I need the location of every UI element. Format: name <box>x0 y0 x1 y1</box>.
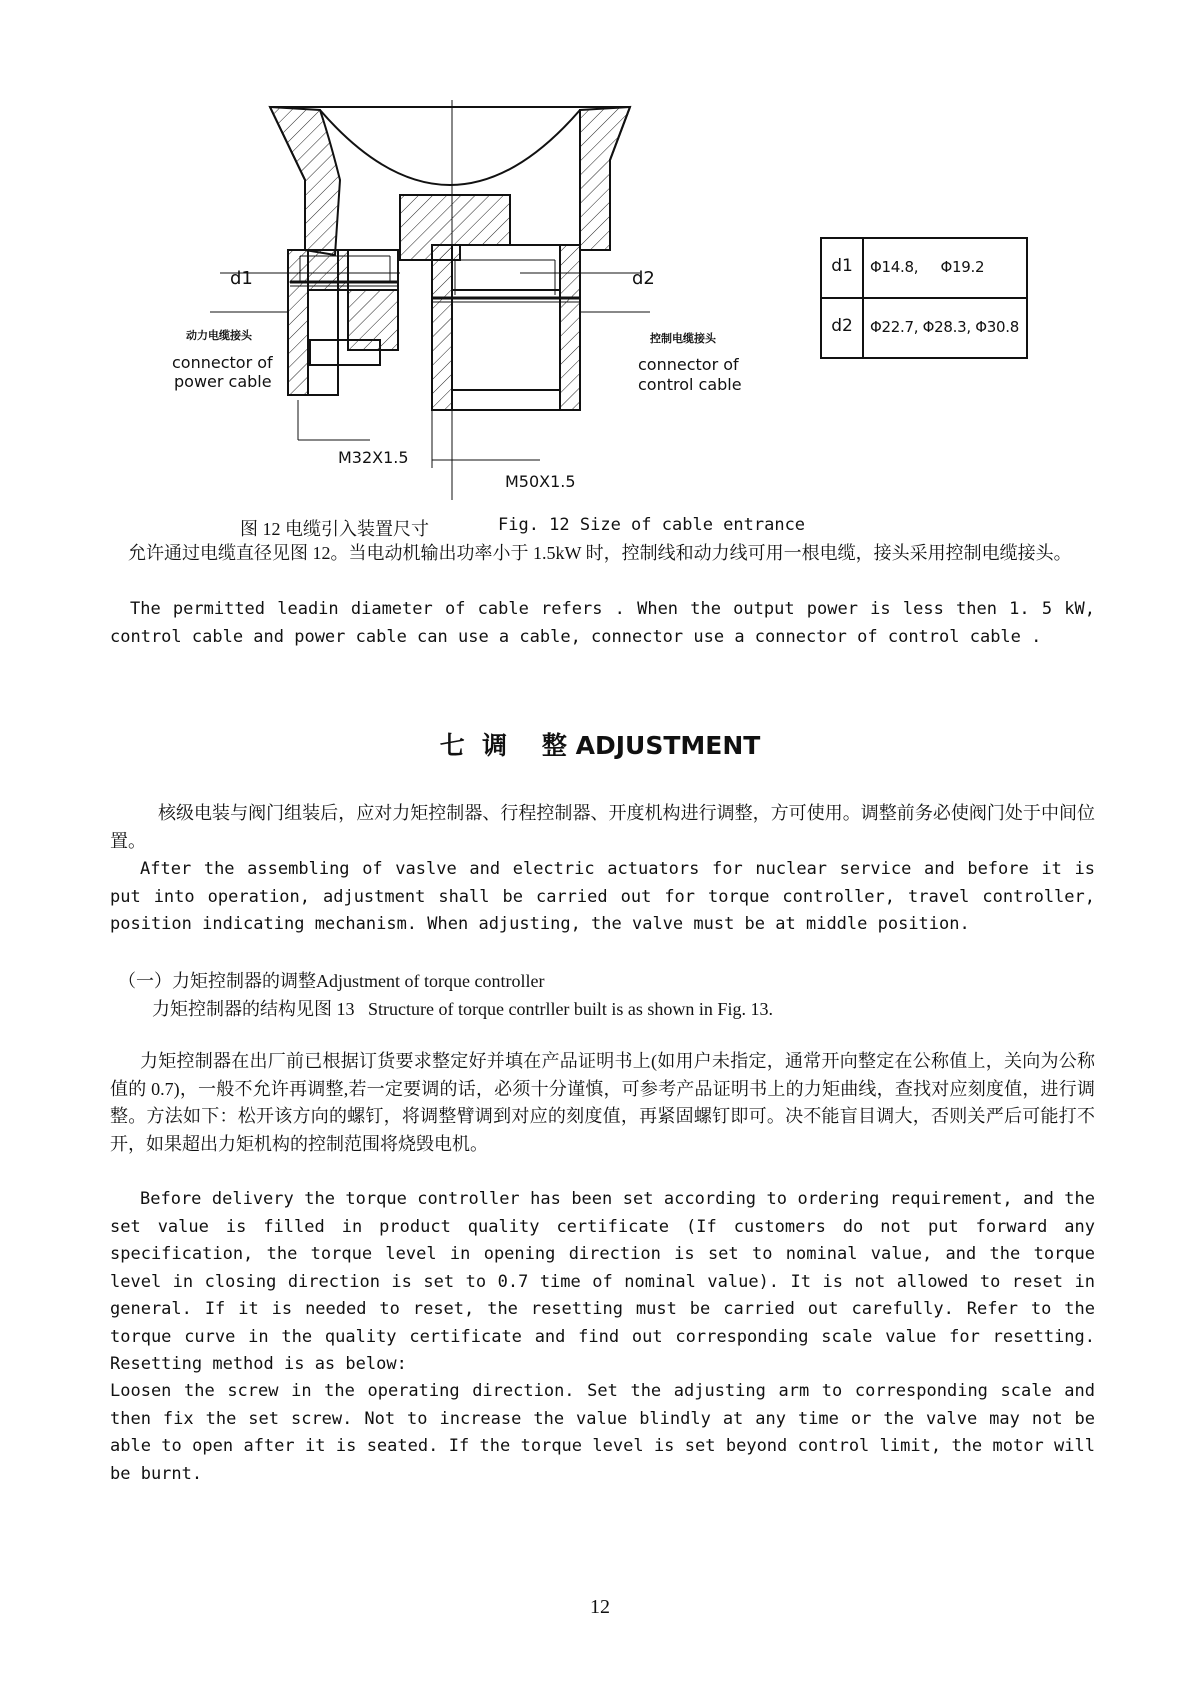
cable-diameter-table <box>820 237 1028 359</box>
table-row <box>822 299 1026 359</box>
paragraph-resetting-method-en: Loosen the screw in the operating direction. Set the adjusting arm to corresponding scale and then fix the set screw. Not to increase the value blindly at any time or the valve may not be able to open after it is seated. If the torque level is set beyond control limit, the motor will be burnt. <box>110 1381 1095 1484</box>
paragraph-cable-diameter-cn: 允许通过电缆直径见图 12。当电动机输出功率小于 1.5kW 时，控制线和动力线可用一根电缆，接头采用控制电缆接头。 <box>128 543 1072 563</box>
subsection-heading: （一）力矩控制器的调整Adjustment of torque controller <box>118 971 545 991</box>
figure-caption-cn: 图 12 电缆引入装置尺寸 <box>240 519 429 539</box>
label-power-cable-en-2: power cable <box>174 372 272 391</box>
table-key-d1: d1 <box>831 256 853 276</box>
label-m50: M50X1.5 <box>505 472 576 491</box>
cable-entrance-drawing <box>160 100 760 520</box>
table-row <box>822 239 1026 299</box>
page-number: 12 <box>590 1596 610 1618</box>
paragraph-adjustment-cn: 核级电装与阀门组装后，应对力矩控制器、行程控制器、开度机构进行调整，方可使用。调整前务必使阀门处于中间位置。 <box>110 803 1095 851</box>
paragraph-torque-controller-en: Before delivery the torque controller has been set according to ordering requirement, and the set value is filled in product quality certificate (If customers do not put forward any specification, the torque level in opening direction is set to nominal value, and the torque level in closing direction is set to 0.7 time of nominal value). It is not allowed to reset in general. If it is needed to reset, the resetting must be carried out carefully. Refer to the torque curve in the quality certificate and find out corresponding scale value for resetting. Resetting method is as below: <box>110 1189 1095 1374</box>
label-power-cable-en-1: connector of <box>172 353 273 372</box>
paragraph-cable-diameter-en: The permitted leadin diameter of cable refers . When the output power is less then 1. 5 kW, control cable and power cable can use a cable, connector use a connector of control cable . <box>110 599 1095 647</box>
subsection-figure-reference: 力矩控制器的结构见图 13 Structure of torque contrller built is as shown in Fig. 13. <box>152 999 773 1019</box>
section-heading: 七 调 整 ADJUSTMENT <box>439 731 761 760</box>
paragraph-torque-controller-cn: 力矩控制器在出厂前已根据订货要求整定好并填在产品证明书上(如用户未指定，通常开向整定在公称值上，关向为公称值的 0.7)，一般不允许再调整,若一定要调的话，必须十分谨慎，可参考产品证明书上的力矩曲线，查找对应刻度值，进行调整。方法如下：松开该方向的螺钉，将调整臂调到对应的刻度值，再紧固螺钉即可。决不能盲目调大，否则关严后可能打不开，如果超出力矩机构的控制范围将烧毁电机。 <box>110 1051 1095 1154</box>
label-power-cable-cn: 动力电缆接头 <box>186 329 252 342</box>
label-d1: d1 <box>230 268 253 289</box>
table-values-d2: Φ22.7, Φ28.3, Φ30.8 <box>870 318 1019 336</box>
label-control-cable-en-2: control cable <box>638 375 742 394</box>
table-key-d2: d2 <box>831 316 853 336</box>
label-m32: M32X1.5 <box>338 448 409 467</box>
paragraph-adjustment-en: After the assembling of vaslve and electric actuators for nuclear service and before it is put into operation, adjustment shall be carried out for torque controller, travel controller, position indicating mechanism. When adjusting, the valve must be at middle position. <box>110 859 1095 934</box>
figure-caption-en: Fig. 12 Size of cable entrance <box>498 515 806 535</box>
label-control-cable-cn: 控制电缆接头 <box>650 332 716 345</box>
label-d2: d2 <box>632 268 655 289</box>
label-control-cable-en-1: connector of <box>638 355 739 374</box>
table-values-d1: Φ14.8, Φ19.2 <box>870 258 985 276</box>
